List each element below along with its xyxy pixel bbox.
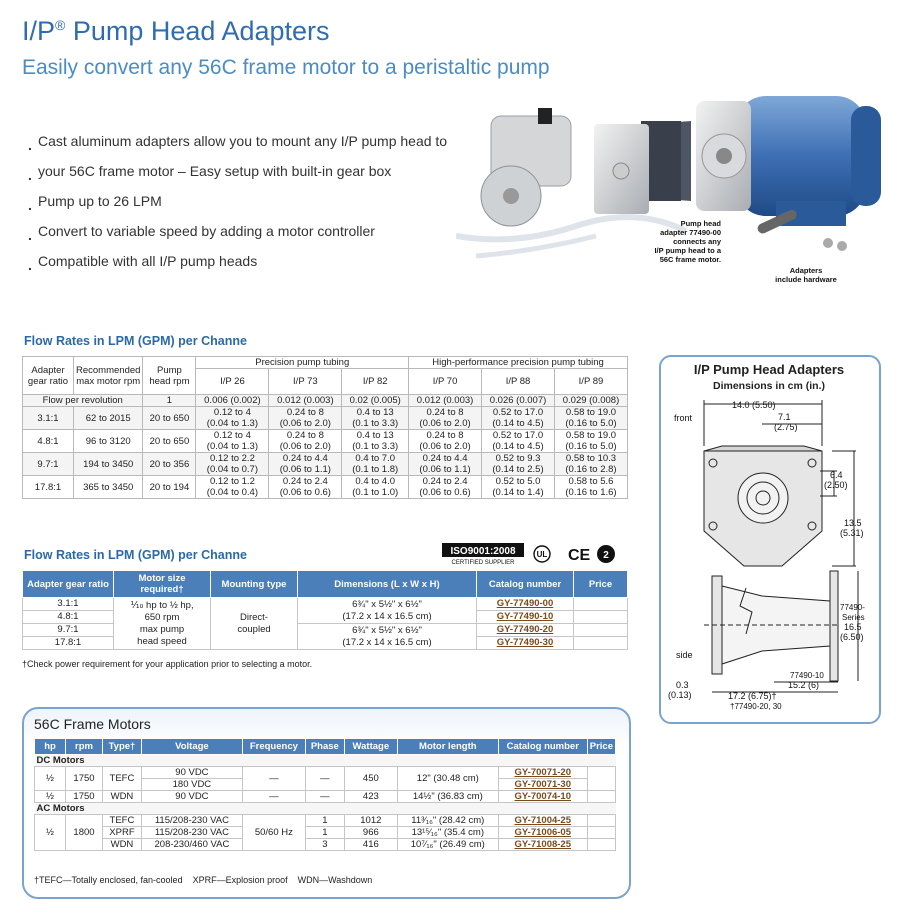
svg-text:Series: Series bbox=[842, 613, 865, 622]
svg-text:†77490-20, 30: †77490-20, 30 bbox=[730, 702, 782, 711]
photo-caption-line: Adapters bbox=[789, 266, 823, 275]
table-cell: 0.24 to 4.4 (0.06 to 1.1) bbox=[269, 453, 342, 476]
feature-item: . Convert to variable speed by adding a motor controller bbox=[28, 216, 447, 246]
col-header: I/P 73 bbox=[269, 369, 342, 395]
svg-text:77490-: 77490- bbox=[840, 603, 865, 612]
catalog-link[interactable]: GY-77490-00 bbox=[496, 598, 554, 609]
table-cell: 17.8:1 bbox=[23, 476, 74, 499]
table-cell: 0.52 to 9.3 (0.14 to 2.5) bbox=[482, 453, 555, 476]
price-cell bbox=[574, 598, 628, 611]
svg-text:(5.31): (5.31) bbox=[840, 528, 864, 538]
col-header: Motor size required† bbox=[114, 571, 211, 598]
table-cell: 0.4 to 13 (0.1 to 3.3) bbox=[342, 407, 409, 430]
table-cell: 0.24 to 2.4 (0.06 to 0.6) bbox=[269, 476, 342, 499]
table-cell: 20 to 194 bbox=[143, 476, 196, 499]
svg-text:(2.75): (2.75) bbox=[774, 422, 798, 432]
price-cell bbox=[587, 839, 615, 851]
price-cell bbox=[587, 767, 615, 791]
table-cell: 62 to 2015 bbox=[74, 407, 143, 430]
col-header: Pump head rpm bbox=[143, 357, 196, 395]
feature-item: . Cast aluminum adapters allow you to mount any I/P pump head to bbox=[28, 126, 447, 156]
svg-text:CERTIFIED SUPPLIER: CERTIFIED SUPPLIER bbox=[451, 560, 515, 566]
price-cell bbox=[587, 815, 615, 827]
dimension-drawing bbox=[662, 396, 876, 718]
table-row: WDN 208-230/460 VAC 3 416 10⁷⁄₁₆" (26.49 cm) GY-71008-25 bbox=[35, 839, 616, 851]
front-label: front bbox=[674, 413, 693, 423]
svg-text:2: 2 bbox=[603, 550, 609, 561]
table-cell: 0.58 to 10.3 (0.16 to 2.8) bbox=[555, 453, 628, 476]
catalog-link[interactable]: GY-70074-10 bbox=[514, 791, 571, 802]
svg-text:(0.13): (0.13) bbox=[668, 690, 692, 700]
svg-text:(6.50): (6.50) bbox=[840, 632, 864, 642]
page-title: I/P® Pump Head Adapters bbox=[22, 16, 330, 46]
table-row: 3.1:1 ⅒ hp to ½ hp, 650 rpm max pump head speed Direct- coupled 6¾" x 5½" x 6½" (17.2 x 14 x 16.5 cm) GY-77490-00 bbox=[23, 598, 628, 611]
col-header: Recommended max motor rpm bbox=[74, 357, 143, 395]
catalog-link[interactable]: GY-71006-05 bbox=[514, 827, 571, 838]
table-cell: 4.8:1 bbox=[23, 430, 74, 453]
feature-list bbox=[28, 126, 447, 276]
table-row: 4.8:1 GY-77490-10 bbox=[23, 611, 628, 624]
col-header: Price bbox=[574, 571, 628, 598]
table-row: ½ 1800 TEFC 115/208-230 VAC 50/60 Hz 1 1012 11³⁄₁₆" (28.42 cm) GY-71004-25 bbox=[35, 815, 616, 827]
col-header: I/P 26 bbox=[196, 369, 269, 395]
price-cell bbox=[587, 791, 615, 803]
table-cell: 0.4 to 4.0 (0.1 to 1.0) bbox=[342, 476, 409, 499]
table-row: ½ 1750 TEFC 90 VDC — — 450 12" (30.48 cm) GY-70071-20 bbox=[35, 767, 616, 779]
catalog-link[interactable]: GY-77490-20 bbox=[496, 624, 554, 635]
table-cell: 0.24 to 8 (0.06 to 2.0) bbox=[269, 407, 342, 430]
table-cell: 0.58 to 19.0 (0.16 to 5.0) bbox=[555, 407, 628, 430]
table-cell: 0.58 to 19.0 (0.16 to 5.0) bbox=[555, 430, 628, 453]
motor-body bbox=[736, 96, 866, 216]
svg-text:0.3: 0.3 bbox=[676, 680, 689, 690]
col-header: I/P 88 bbox=[482, 369, 555, 395]
motors-title: 56C Frame Motors bbox=[34, 716, 151, 732]
price-cell bbox=[574, 611, 628, 624]
table-cell: 194 to 3450 bbox=[74, 453, 143, 476]
flow-rate-table bbox=[22, 356, 628, 499]
svg-text:7.1: 7.1 bbox=[778, 412, 791, 422]
price-cell bbox=[587, 827, 615, 839]
col-group-header: High-performance precision pump tubing bbox=[409, 357, 628, 369]
adapter-catalog-table bbox=[22, 570, 628, 650]
table-cell: 0.12 to 4 (0.04 to 1.3) bbox=[196, 407, 269, 430]
col-header: Catalog number bbox=[477, 571, 574, 598]
table-row: XPRF 115/208-230 VAC 1 966 13¹⁵⁄₁₆" (35.4 cm) GY-71006-05 bbox=[35, 827, 616, 839]
table-cell: 20 to 356 bbox=[143, 453, 196, 476]
feature-item: . your 56C frame motor – Easy setup with built-in gear box bbox=[28, 156, 447, 186]
catalog-link[interactable]: GY-77490-10 bbox=[496, 611, 554, 622]
svg-text:(2.50): (2.50) bbox=[824, 480, 848, 490]
photo-caption-line: connects any bbox=[673, 237, 721, 246]
table-cell: 3.1:1 bbox=[23, 407, 74, 430]
table-row: Flow per revolution 1 0.006 (0.002) 0.012 (0.003) 0.02 (0.005) 0.012 (0.003) 0.026 (0.007) 0.029 (0.008) bbox=[23, 395, 628, 407]
table-cell: 365 to 3450 bbox=[74, 476, 143, 499]
photo-caption-line: Pump head bbox=[680, 219, 721, 228]
table-row: 17.8:1 GY-77490-30 bbox=[23, 637, 628, 650]
product-photo bbox=[456, 86, 896, 296]
dc-motors-label: DC Motors bbox=[35, 755, 616, 767]
table-cell: 20 to 650 bbox=[143, 430, 196, 453]
ac-motors-label: AC Motors bbox=[35, 803, 616, 815]
table-cell: 0.12 to 1.2 (0.04 to 0.4) bbox=[196, 476, 269, 499]
table-cell: 0.24 to 2.4 (0.06 to 0.6) bbox=[409, 476, 482, 499]
svg-text:13.5: 13.5 bbox=[844, 518, 862, 528]
catalog-link[interactable]: GY-71004-25 bbox=[514, 815, 571, 826]
table-cell: 0.58 to 5.6 (0.16 to 1.6) bbox=[555, 476, 628, 499]
side-label: side bbox=[676, 650, 693, 660]
iso-badge: ISO9001:2008 bbox=[450, 546, 516, 557]
table-cell: 0.52 to 17.0 (0.14 to 4.5) bbox=[482, 407, 555, 430]
table-row bbox=[23, 407, 628, 430]
col-header: I/P 89 bbox=[555, 369, 628, 395]
flow-table-title: Flow Rates in LPM (GPM) per Channe bbox=[24, 334, 247, 348]
table-cell: 0.12 to 2.2 (0.04 to 0.7) bbox=[196, 453, 269, 476]
col-header: Adapter gear ratio bbox=[23, 357, 74, 395]
table-row: 180 VDC GY-70071-30 bbox=[35, 779, 616, 791]
photo-caption-line: I/P pump head to a bbox=[654, 246, 721, 255]
ce-mark: CE bbox=[568, 547, 591, 564]
table-cell: 0.4 to 13 (0.1 to 3.3) bbox=[342, 430, 409, 453]
svg-text:14.0 (5.50): 14.0 (5.50) bbox=[732, 400, 776, 410]
table-cell: 0.24 to 4.4 (0.06 to 1.1) bbox=[409, 453, 482, 476]
col-header: Dimensions (L x W x H) bbox=[298, 571, 477, 598]
motors-footnote: †TEFC—Totally enclosed, fan-cooled XPRF—Explosion proof WDN—Washdown bbox=[34, 875, 373, 885]
table-cell: 0.52 to 17.0 (0.14 to 4.5) bbox=[482, 430, 555, 453]
svg-text:15.2 (6): 15.2 (6) bbox=[788, 680, 820, 690]
col-header: Adapter gear ratio bbox=[23, 571, 114, 598]
adapter-footnote: †Check power requirement for your application prior to selecting a motor. bbox=[22, 659, 313, 669]
table-row bbox=[23, 476, 628, 499]
page-subtitle: Easily convert any 56C frame motor to a peristaltic pump bbox=[22, 56, 550, 79]
table-cell: 96 to 3120 bbox=[74, 430, 143, 453]
table-row: 9.7:1 6¾" x 5½" x 6½" (17.2 x 14 x 16.5 cm) GY-77490-20 bbox=[23, 624, 628, 637]
price-cell bbox=[574, 624, 628, 637]
table-row bbox=[23, 430, 628, 453]
table-cell: 0.4 to 7.0 (0.1 to 1.8) bbox=[342, 453, 409, 476]
motors-table: hp rpm Type† Voltage Frequency Phase Wattage Motor length Catalog number Price DC Motors ½ 1750 TEFC 90 VDC — — 450 12" (30.48 cm) GY-70071-20 180 VDC GY-70071-30 ½ 1750 WDN 90 VDC — — 423 14½" (36.83 cm) GY-70074-10 AC Motors ½ 1800 TEFC 115/208-230 VAC 50/60 Hz 1 1012 11³⁄₁₆" (28.42 cm) GY-71004-25 XPRF 115/208-230 VAC 1 966 13¹⁵⁄₁₆" (35.4 cm) GY-71006-05 WDN 208-230/460 VAC 3 416 10⁷⁄₁₆" (26.49 cm) GY-71008-25 bbox=[34, 738, 616, 851]
svg-text:UL: UL bbox=[536, 550, 548, 559]
table-cell: 0.24 to 8 (0.06 to 2.0) bbox=[409, 407, 482, 430]
feature-item: . Compatible with all I/P pump heads bbox=[28, 246, 447, 276]
table-cell: 0.12 to 4 (0.04 to 1.3) bbox=[196, 430, 269, 453]
table-cell: 0.24 to 8 (0.06 to 2.0) bbox=[269, 430, 342, 453]
catalog-link[interactable]: GY-71008-25 bbox=[514, 839, 571, 850]
svg-text:17.2 (6.75)†: 17.2 (6.75)† bbox=[728, 691, 777, 701]
col-group-header: Precision pump tubing bbox=[196, 357, 409, 369]
svg-text:77490-10: 77490-10 bbox=[790, 671, 824, 680]
feature-item: . Pump up to 26 LPM bbox=[28, 186, 447, 216]
adapter-table-title: Flow Rates in LPM (GPM) per Channe bbox=[24, 548, 247, 562]
table-row bbox=[23, 453, 628, 476]
catalog-link[interactable]: GY-70071-20 bbox=[514, 767, 571, 778]
table-row: ½ 1750 WDN 90 VDC — — 423 14½" (36.83 cm) GY-70074-10 bbox=[35, 791, 616, 803]
photo-caption-line: adapter 77490-00 bbox=[660, 228, 721, 237]
svg-text:6.4: 6.4 bbox=[830, 470, 843, 480]
table-cell: 0.24 to 8 (0.06 to 2.0) bbox=[409, 430, 482, 453]
catalog-link[interactable]: GY-77490-30 bbox=[496, 637, 554, 648]
col-header: I/P 70 bbox=[409, 369, 482, 395]
table-cell: 20 to 650 bbox=[143, 407, 196, 430]
photo-caption-line: 56C frame motor. bbox=[659, 255, 721, 264]
table-cell: 9.7:1 bbox=[23, 453, 74, 476]
col-header: Mounting type bbox=[211, 571, 298, 598]
dimensions-title: I/P Pump Head Adapters bbox=[693, 362, 845, 377]
svg-text:16.5: 16.5 bbox=[844, 622, 862, 632]
table-cell: 0.52 to 5.0 (0.14 to 1.4) bbox=[482, 476, 555, 499]
dimensions-subtitle: Dimensions in cm (in.) bbox=[712, 380, 825, 392]
catalog-link[interactable]: GY-70071-30 bbox=[514, 779, 571, 790]
certification-logos bbox=[442, 543, 632, 569]
photo-caption-line: include hardware bbox=[775, 275, 837, 284]
price-cell bbox=[574, 637, 628, 650]
col-header: I/P 82 bbox=[342, 369, 409, 395]
